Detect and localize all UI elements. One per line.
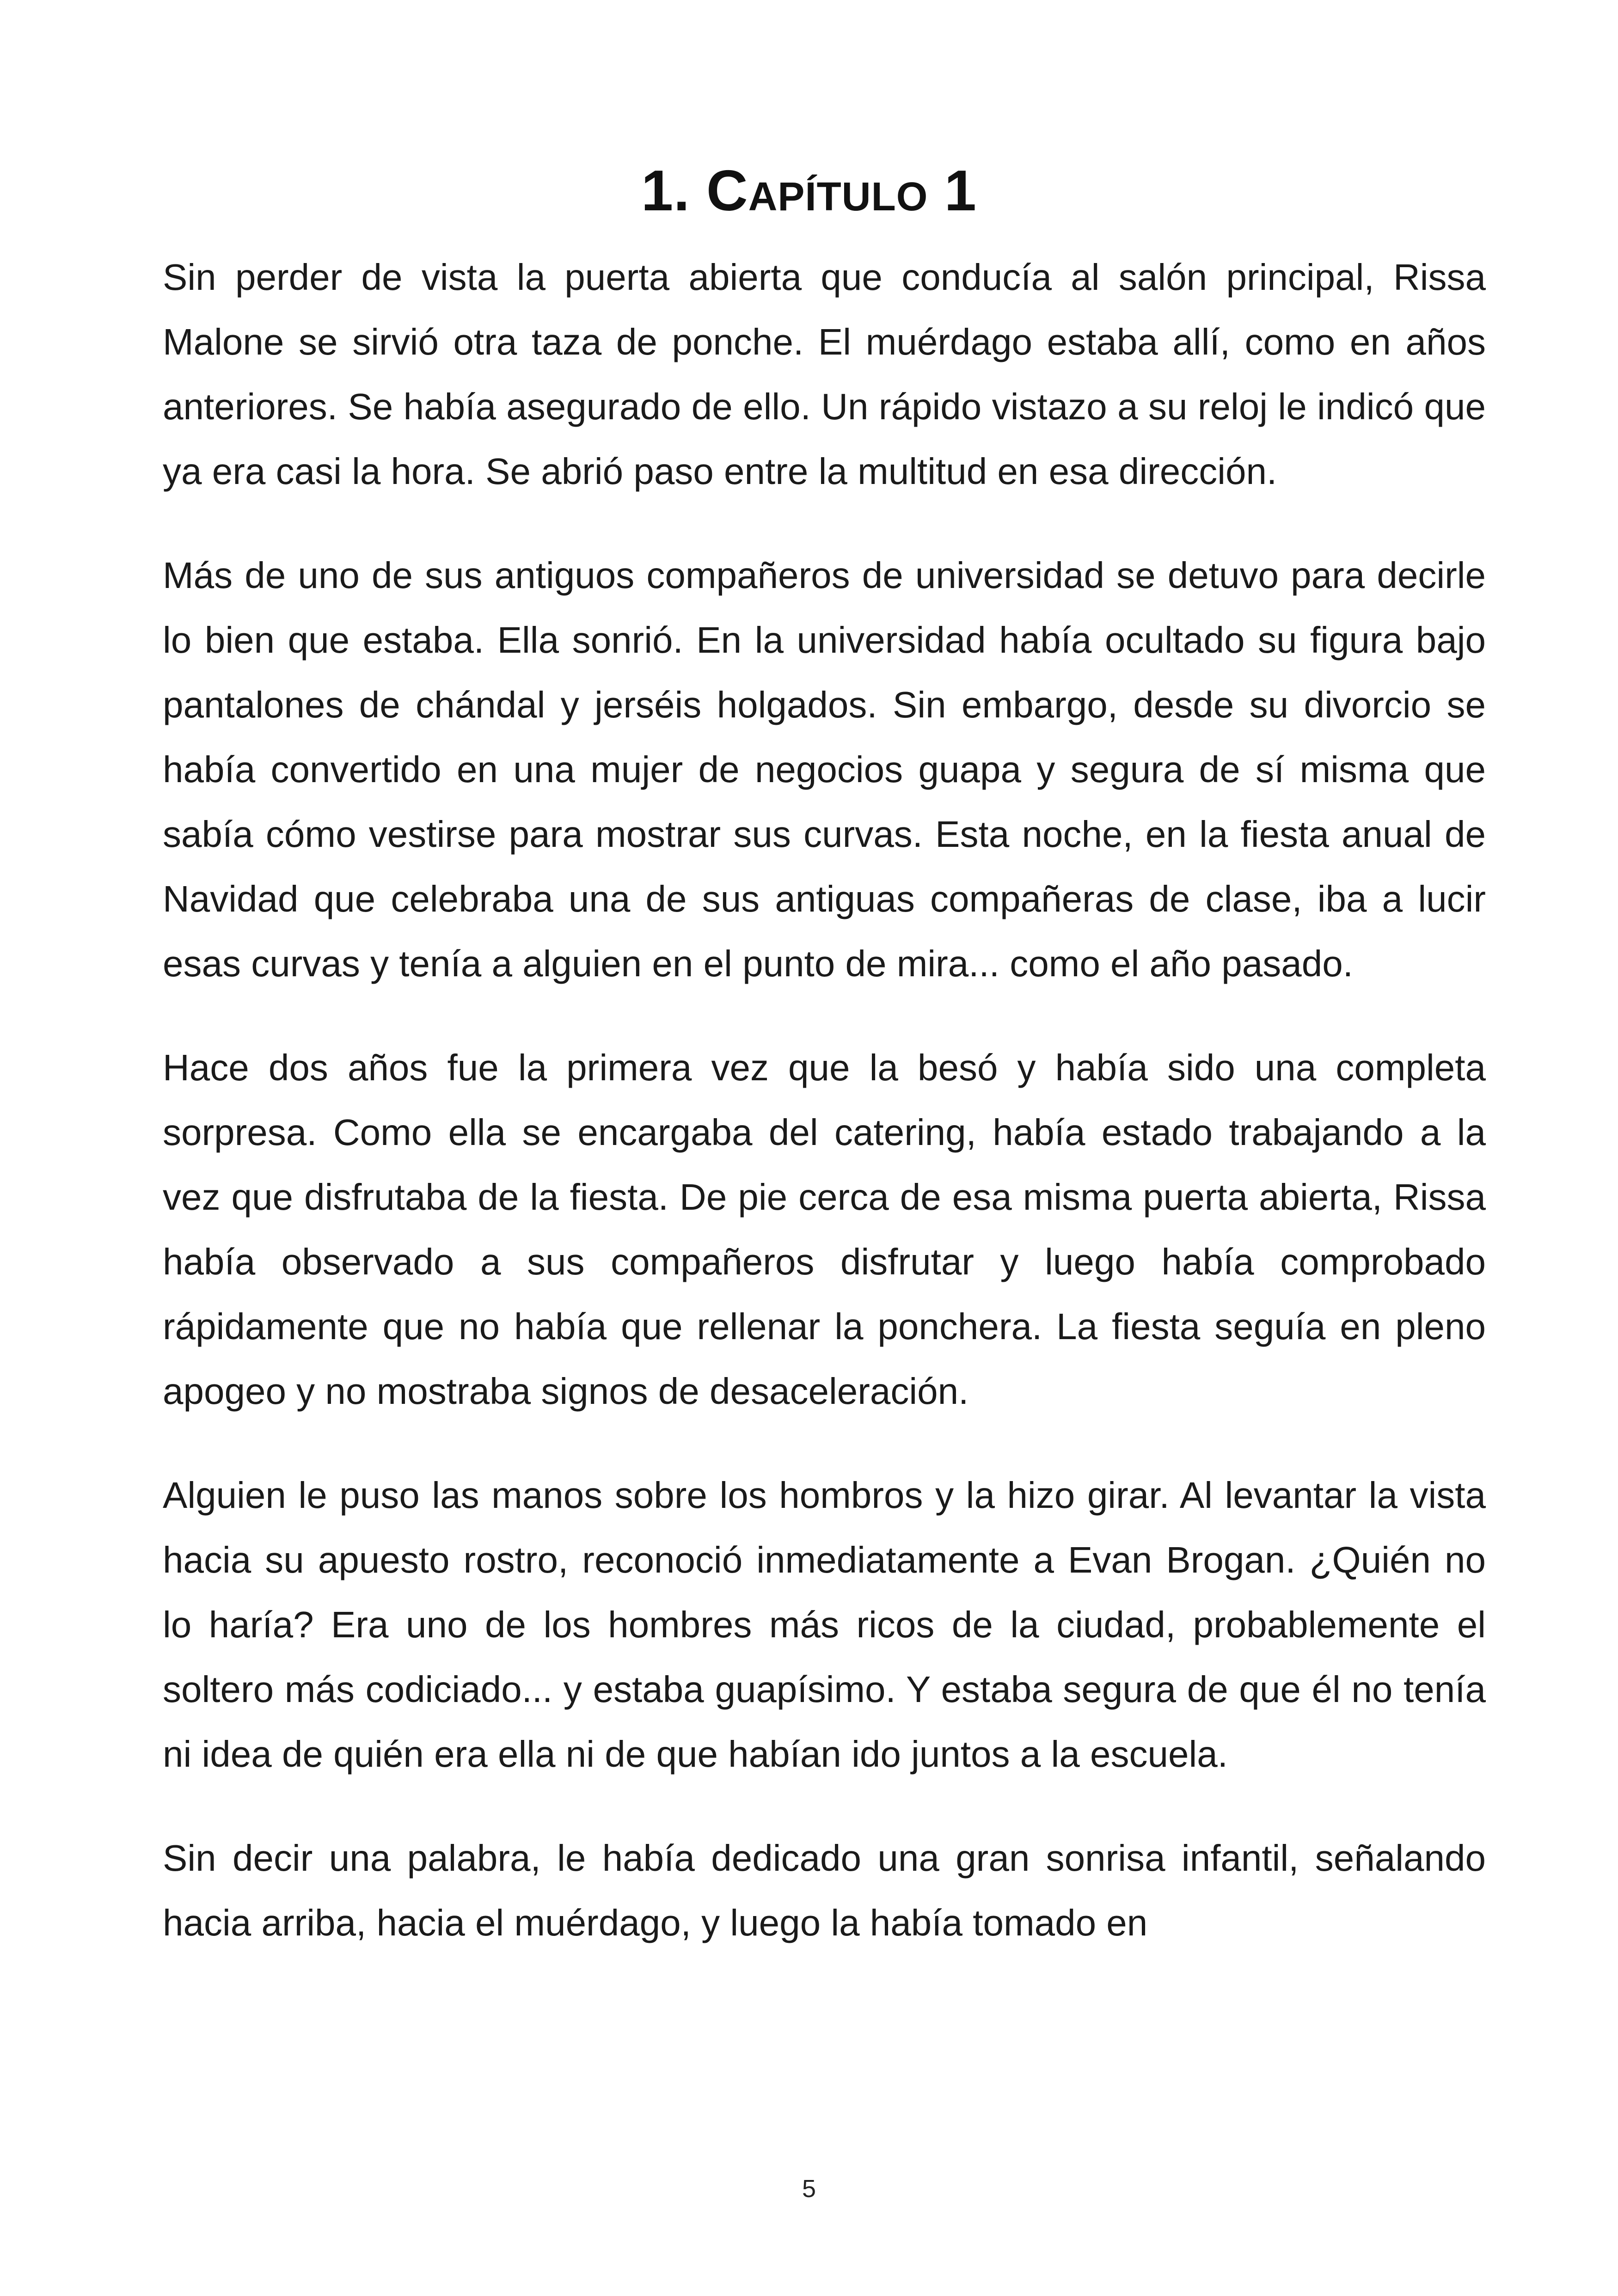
chapter-title-text: 1. Capítulo 1 <box>641 159 977 223</box>
page-number: 5 <box>802 2175 816 2203</box>
chapter-body <box>163 245 1486 1955</box>
paragraph: Hace dos años fue la primera vez que la besó y había sido una completa sorpresa. Como ella se encargaba del catering, había estado trabajando a la vez que disfrutaba de la fiesta. De pie cerca de esa misma puerta abierta, Rissa había observado a sus compañeros disfrutar y luego había comprobado rápidamente que no había que rellenar la ponchera. La fiesta seguía en pleno apogeo y no mostraba signos de desaceleración. <box>163 1047 1486 1412</box>
paragraph: Sin perder de vista la puerta abierta que conducía al salón principal, Rissa Malone se sirvió otra taza de ponche. El muérdago estaba allí, como en años anteriores. Se había asegurado de ello. Un rápido vistazo a su reloj le indicó que ya era casi la hora. Se abrió paso entre la multitud en esa dirección. <box>163 257 1486 492</box>
chapter-title <box>0 154 1618 228</box>
paragraph: Sin decir una palabra, le había dedicado una gran sonrisa infantil, señalando hacia arriba, hacia el muérdago, y luego la había tomado en <box>163 1837 1486 1943</box>
paragraph: Alguien le puso las manos sobre los hombros y la hizo girar. Al levantar la vista hacia su apuesto rostro, reconoció inmediatamente a Evan Brogan. ¿Quién no lo haría? Era uno de los hombres más ricos de la ciudad, probablemente el soltero más codiciado... y estaba guapísimo. Y estaba segura de que él no tenía ni idea de quién era ella ni de que habían ido juntos a la escuela. <box>163 1475 1486 1775</box>
paragraph: Más de uno de sus antiguos compañeros de universidad se detuvo para decirle lo bien que estaba. Ella sonrió. En la universidad había ocultado su figura bajo pantalones de chándal y jerséis holgados. Sin embargo, desde su divorcio se había convertido en una mujer de negocios guapa y segura de sí misma que sabía cómo vestirse para mostrar sus curvas. Esta noche, en la fiesta anual de Navidad que celebraba una de sus antiguas compañeras de clase, iba a lucir esas curvas y tenía a alguien en el punto de mira... como el año pasado. <box>163 555 1486 984</box>
